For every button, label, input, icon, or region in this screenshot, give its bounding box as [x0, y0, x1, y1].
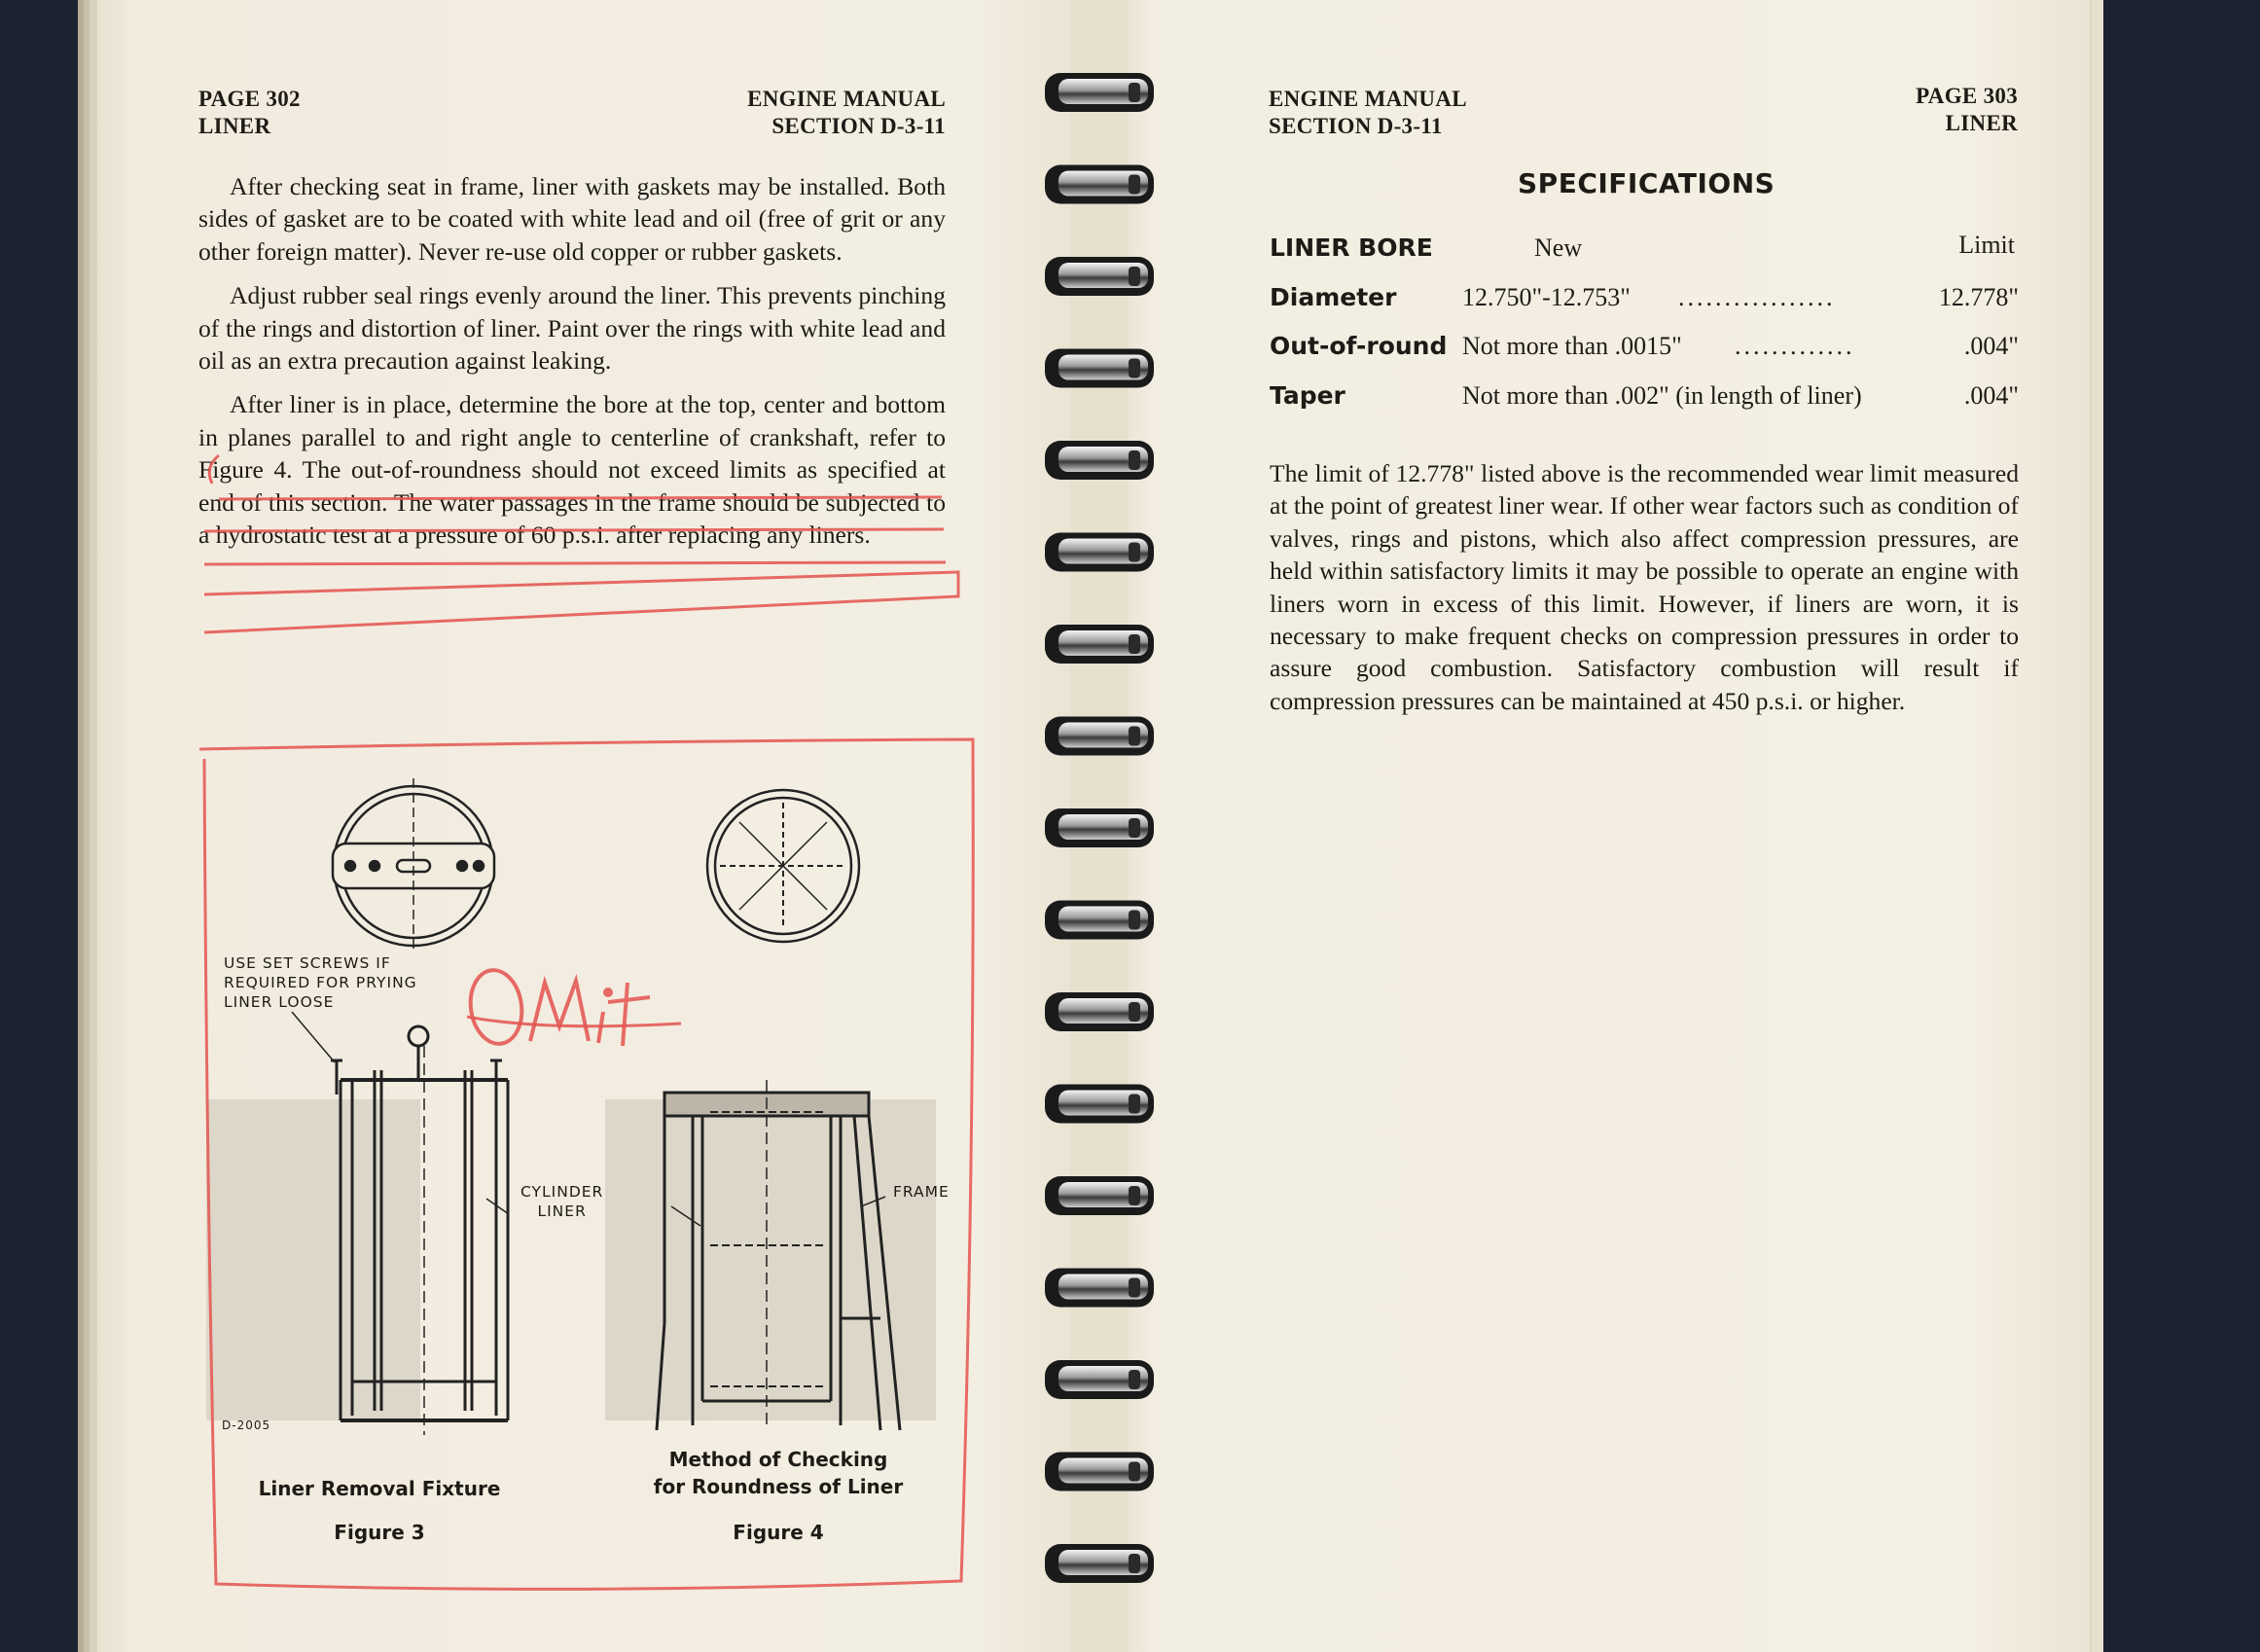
spec-limit: 12.778" [1938, 283, 2019, 311]
figure3-caption: Liner Removal Fixture [258, 1477, 501, 1500]
spec-new-heading: New [1534, 233, 1583, 262]
binding-coil [1045, 1085, 1154, 1124]
callout-line: CYLINDER [520, 1183, 604, 1201]
binding-coil [1045, 1544, 1154, 1583]
section-code: SECTION D-3-11 [1269, 114, 1443, 138]
spec-row-diameter [1270, 283, 2019, 322]
binding-coil [1045, 165, 1154, 204]
spec-limit: .004" [1963, 381, 2019, 410]
spec-row-taper [1270, 381, 2019, 420]
specifications-title: SPECIFICATIONS [1518, 167, 1776, 199]
paragraph: After checking seat in frame, liner with gaskets may be installed. Both sides of gasket are to be coated with white lead and oil (free of grit or any other foreign matter). Never re-use old copper or rubber gaskets. [198, 172, 946, 266]
section-name: LINER [198, 114, 271, 138]
page-number: PAGE 302 [198, 87, 301, 111]
manual-title: ENGINE MANUAL [747, 87, 946, 111]
spec-label: LINER BORE [1270, 233, 1433, 262]
figure4-label: Figure 4 [733, 1521, 824, 1544]
callout-line: LINER [537, 1203, 587, 1220]
binding-coil [1045, 73, 1154, 112]
binding-coil [1045, 808, 1154, 847]
binding-coil [1045, 533, 1154, 572]
right-header-manual [1269, 86, 1467, 140]
paragraph: Adjust rubber seal rings evenly around the liner. This prevents pinching of the rings and distortion of liner. Paint over the rings with white lead and oil as an extra precaution against leaking. [198, 281, 946, 376]
binding-coil [1045, 717, 1154, 756]
spec-value: 12.750"-12.753" [1462, 283, 1631, 311]
binding-coil [1045, 992, 1154, 1031]
page-number: PAGE 303 [1916, 84, 2018, 108]
spec-limit-heading: Limit [1958, 231, 2015, 259]
binding-coil [1045, 349, 1154, 388]
binding-coil [1045, 625, 1154, 664]
caption-line: Method of Checking [668, 1448, 888, 1471]
spec-limit: .004" [1963, 332, 2019, 360]
binding-coil [1045, 1176, 1154, 1215]
spec-label: Taper [1270, 381, 1345, 410]
callout-line: LINER LOOSE [224, 993, 335, 1011]
right-body-text [1270, 457, 2019, 717]
right-header-page [1819, 83, 2018, 137]
leader-dots: ............. [1735, 332, 1855, 360]
callout-line: USE SET SCREWS IF [224, 954, 391, 972]
leader-dots: ................. [1678, 283, 1836, 311]
binding-coil [1045, 1269, 1154, 1308]
binding-coil [1045, 1453, 1154, 1491]
spec-label: Out-of-round [1270, 332, 1448, 360]
paragraph: The limit of 12.778" listed above is the recommended wear limit measured at the point of greatest liner wear. If other wear factors such as condition of valves, rings and pistons, which also affect compression pressures, are held within satisfactory limits it may be possible to operate an engine with liners worn in excess of this limit. However, if liners are worn, it is necessary to make frequent checks on compression pressures in order to assure good combustion. Satisfactory combustion will result if compression pressures can be maintained at 450 p.s.i. or higher. [1270, 459, 2019, 715]
frame-callout: FRAME [893, 1183, 950, 1201]
spec-header-row [1270, 233, 2019, 272]
callout-line: REQUIRED FOR PRYING [224, 974, 417, 991]
spec-value: Not more than .002" (in length of liner) [1462, 381, 1862, 410]
drawing-code: D-2005 [222, 1419, 271, 1432]
manual-title: ENGINE MANUAL [1269, 87, 1467, 111]
paragraph: After liner is in place, determine the bore at the top, center and bottom in planes parallel to and right angle to centerline of crankshaft, refer to Figure 4. The out-of-roundness should not exceed limits as specified at end of this section. The water passages in the frame should be subjected to a hydrostatic test at a pressure of 60 p.s.i. after replacing any liners. [198, 390, 946, 550]
spec-row-out-of-round [1270, 332, 2019, 371]
spec-value: Not more than .0015" [1462, 332, 1682, 360]
binding-coil [1045, 441, 1154, 480]
caption-line: for Roundness of Liner [653, 1475, 904, 1498]
section-name: LINER [1945, 111, 2018, 135]
spec-label: Diameter [1270, 283, 1397, 311]
figure3-label: Figure 3 [334, 1521, 425, 1544]
binding-coil [1045, 257, 1154, 296]
section-code: SECTION D-3-11 [771, 114, 946, 138]
binding-coil [1045, 901, 1154, 940]
binding-coil [1045, 1360, 1154, 1399]
